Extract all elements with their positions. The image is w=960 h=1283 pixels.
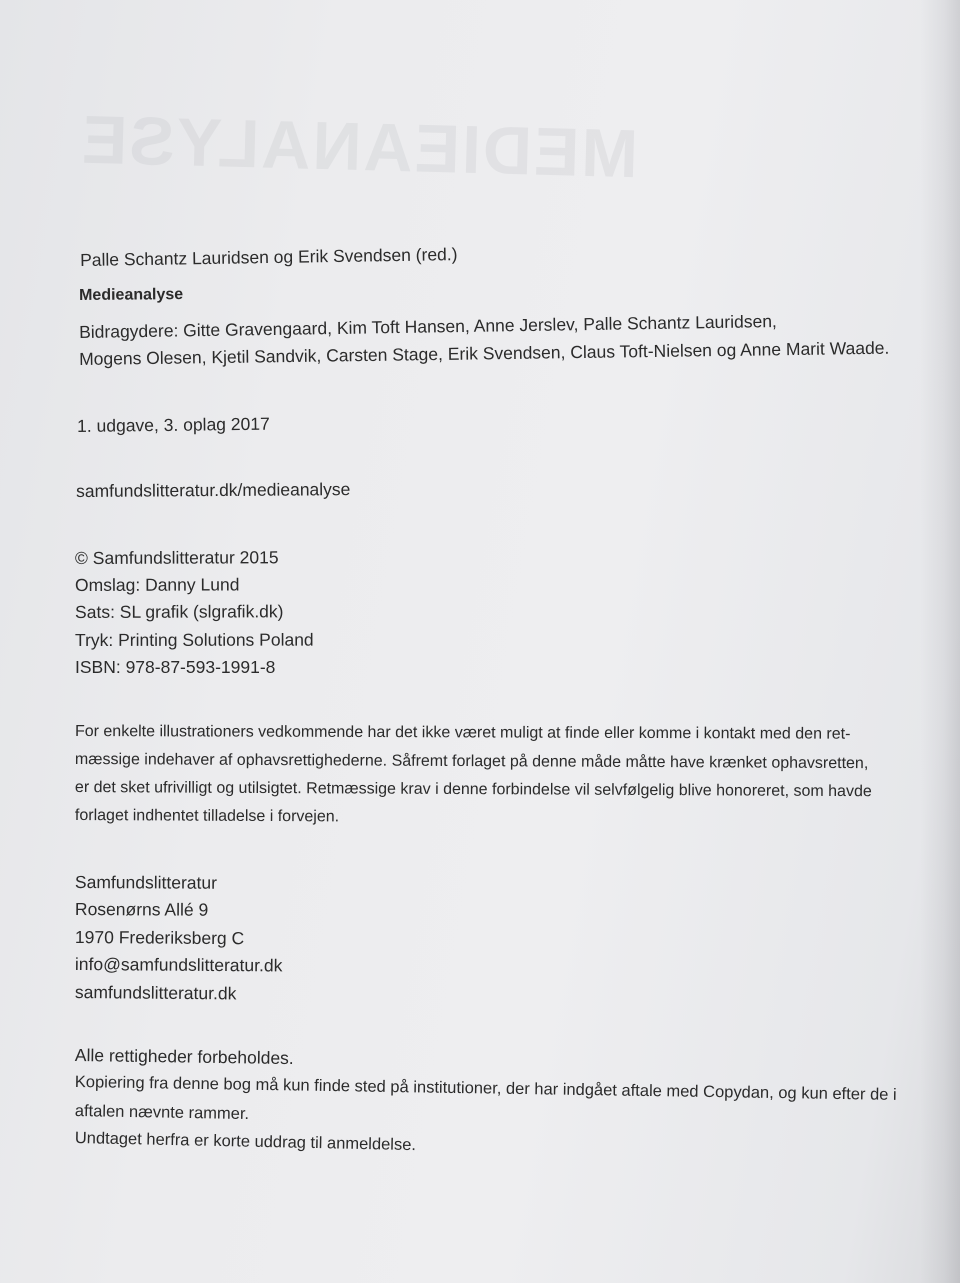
- publisher-website: samfundslitteratur.dk: [74, 982, 237, 1004]
- book-title: Medieanalyse: [78, 286, 184, 304]
- edition-line: 1. udgave, 3. oplag 2017: [76, 413, 270, 436]
- cover-credit-line: Omslag: Danny Lund: [74, 574, 240, 595]
- publisher-city: 1970 Frederiksberg C: [74, 927, 245, 949]
- notice-line-3: er det sket ufrivilligt og utilsigtet. Retmæssige krav i denne forbindelse vil selvfølgelig blive honoreret, som havde: [74, 779, 872, 801]
- bleed-through-title: MEDIEANALYSE: [79, 101, 639, 193]
- editors-line: Palle Schantz Lauridsen og Erik Svendsen (red.): [79, 244, 458, 270]
- publisher-email: info@samfundslitteratur.dk: [74, 954, 283, 976]
- notice-line-4: forlaget indhentet tilladelse i forvejen.: [74, 807, 340, 826]
- contributors-line-2: Mogens Olesen, Kjetil Sandvik, Carsten Stage, Erik Svendsen, Claus Toft-Nielsen og Anne Marit Waade.: [78, 337, 890, 369]
- copyright-line: © Samfundslitteratur 2015: [74, 547, 279, 568]
- website-line: samfundslitteratur.dk/medieanalyse: [75, 479, 351, 501]
- publisher-street: Rosenørns Allé 9: [74, 899, 209, 920]
- printing-credit-line: Tryk: Printing Solutions Poland: [74, 629, 314, 650]
- isbn-line: ISBN: 978-87-593-1991-8: [75, 657, 276, 677]
- rights-line-1: Alle rettigheder forbeholdes.: [74, 1045, 294, 1069]
- notice-line-1: For enkelte illustrationers vedkommende har det ikke været muligt at finde eller komme i kontakt med den ret-: [74, 723, 851, 743]
- rights-line-2: Kopiering fra denne bog må kun finde sted på institutioner, der har indgået aftale med Copydan, og kun efter de i: [74, 1073, 897, 1104]
- contributors-line-1: Bidragydere: Gitte Gravengaard, Kim Toft Hansen, Anne Jerslev, Palle Schantz Lauridsen,: [78, 311, 777, 342]
- rights-line-3: aftalen nævnte rammer.: [74, 1102, 250, 1124]
- page-edge-shadow: [920, 0, 960, 1283]
- typesetting-credit-line: Sats: SL grafik (slgrafik.dk): [74, 601, 284, 622]
- rights-line-4: Undtaget herfra er korte uddrag til anmeldelse.: [74, 1129, 417, 1155]
- notice-line-2: mæssige indehaver af ophavsrettighederne. Såfremt forlaget på denne måde måtte have krænket ophavsretten,: [74, 751, 869, 773]
- publisher-name: Samfundslitteratur: [74, 872, 218, 893]
